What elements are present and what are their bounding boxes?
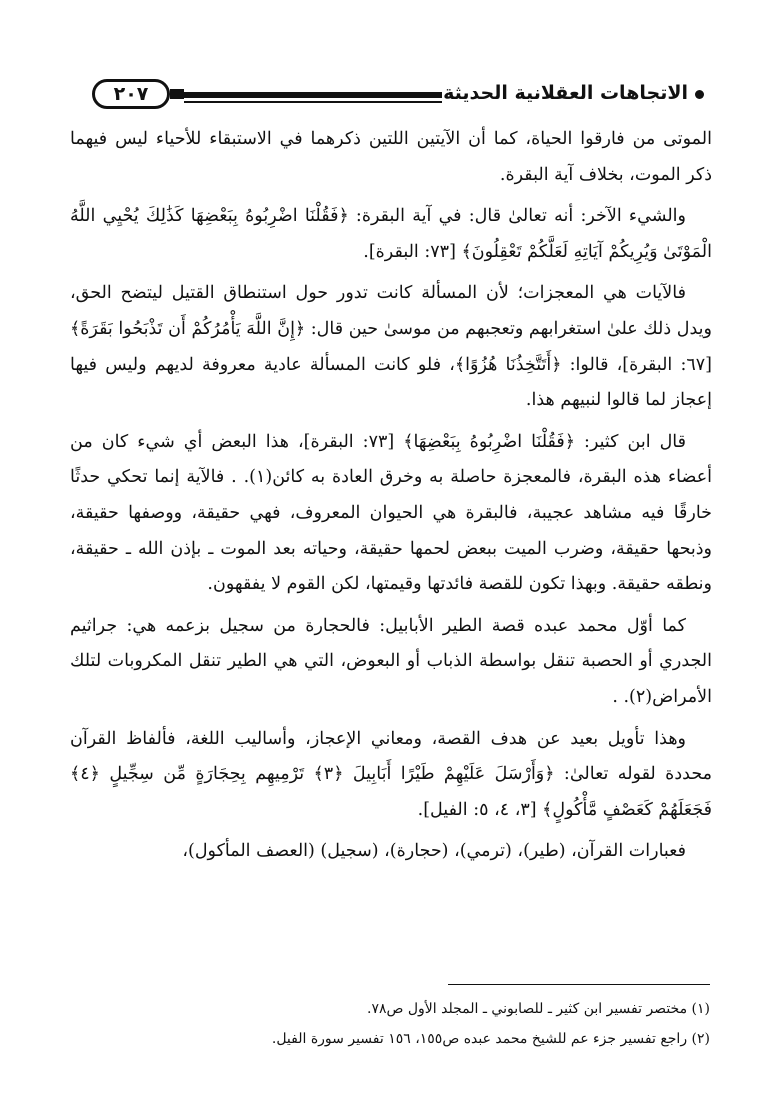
footnote-1: (١) مختصر تفسير ابن كثير ـ للصابوني ـ المجلد الأول ص٧٨. bbox=[367, 1001, 710, 1017]
paragraph-2: والشيء الآخر: أنه تعالىٰ قال: في آية البقرة: ﴿فَقُلْنَا اضْرِبُوهُ بِبَعْضِهَا كَذَٰلِكَ يُحْيِي اللَّهُ الْمَوْتَىٰ وَيُرِيكُمْ آيَاتِهِ لَعَلَّكُمْ تَعْقِلُونَ﴾ [٧٣: البقرة]. bbox=[70, 206, 712, 262]
footnote-separator bbox=[448, 984, 710, 985]
running-title: الاتجاهات العقلانية الحديثة bbox=[443, 82, 688, 104]
body-text bbox=[70, 122, 712, 870]
paragraph-4: قال ابن كثير: ﴿فَقُلْنَا اضْرِبُوهُ بِبَعْضِهَا﴾ [٧٣: البقرة]، هذا البعض أي شيء كان من أعضاء هذه البقرة، فالمعجزة حاصلة به وخرق العادة به كائن(١). . فالآية إنما تحكي حدثًا خارقًا فيه مشاهد عجيبة، فالبقرة هي الحيوان المعروف، فهي حقيقة، ووصفها حقيقة، وذبحها حقيقة، وضرب الميت ببعض لحمها حقيقة، وحياته بعد الموت ـ بإذن الله ـ حقيقة، ونطقه حقيقة. وبهذا تكون للقصة فائدتها وقيمتها، لكن القوم لا يفقهون. bbox=[70, 431, 712, 595]
paragraph-7: فعبارات القرآن، (طير)، (ترمي)، (حجارة)، (سجيل) (العصف المأكول)، bbox=[182, 841, 686, 862]
header-bullet bbox=[695, 90, 704, 99]
header-rule-thin bbox=[184, 101, 442, 103]
header-rule-thick bbox=[184, 92, 442, 98]
footnotes bbox=[60, 994, 710, 1054]
paragraph-6: وهذا تأويل بعيد عن هدف القصة، ومعاني الإعجاز، وأساليب اللغة، فألفاظ القرآن محددة لقوله تعالىٰ: ﴿وَأَرْسَلَ عَلَيْهِمْ طَيْرًا أَبَابِيلَ ﴿٣﴾ تَرْمِيهِم بِحِجَارَةٍ مِّن سِجِّيلٍ ﴿٤﴾ فَجَعَلَهُمْ كَعَصْفٍ مَّأْكُولٍ﴾ [٣، ٤، ٥: الفيل]. bbox=[70, 728, 712, 820]
page-number-bar bbox=[170, 89, 184, 99]
paragraph-3: فالآيات هي المعجزات؛ لأن المسألة كانت تدور حول استنطاق القتيل ليتضح الحق، ويدل ذلك علىٰ استغرابهم وتعجبهم من موسىٰ حين قال: ﴿إِنَّ اللَّهَ يَأْمُرُكُمْ أَن تَذْبَحُوا بَقَرَةً﴾ [٦٧: البقرة]، قالوا: ﴿أَتَتَّخِذُنَا هُزُوًا﴾، فلو كانت المسألة عادية معروفة لديهم وليس فيها إعجاز لما قالوا لنبيهم هذا. bbox=[70, 283, 712, 411]
paragraph-1: الموتى من فارقوا الحياة، كما أن الآيتين اللتين ذكرهما في الاستبقاء للأحياء ليس فيهما ذكر الموت، بخلاف آية البقرة. bbox=[70, 129, 712, 185]
footnote-2: (٢) راجع تفسير جزء عم للشيخ محمد عبده ص١٥٥، ١٥٦ تفسير سورة الفيل. bbox=[271, 1031, 710, 1047]
paragraph-5: كما أوّل محمد عبده قصة الطير الأبابيل: فالحجارة من سجيل بزعمه هي: جراثيم الجدري أو الحصبة تنقل بواسطة الذباب أو البعوض، التي هي الطير تنقل المكروبات لتلك الأمراض(٢). . bbox=[70, 615, 712, 707]
page-number: ٢٠٧ bbox=[92, 79, 170, 109]
running-header bbox=[92, 78, 712, 112]
